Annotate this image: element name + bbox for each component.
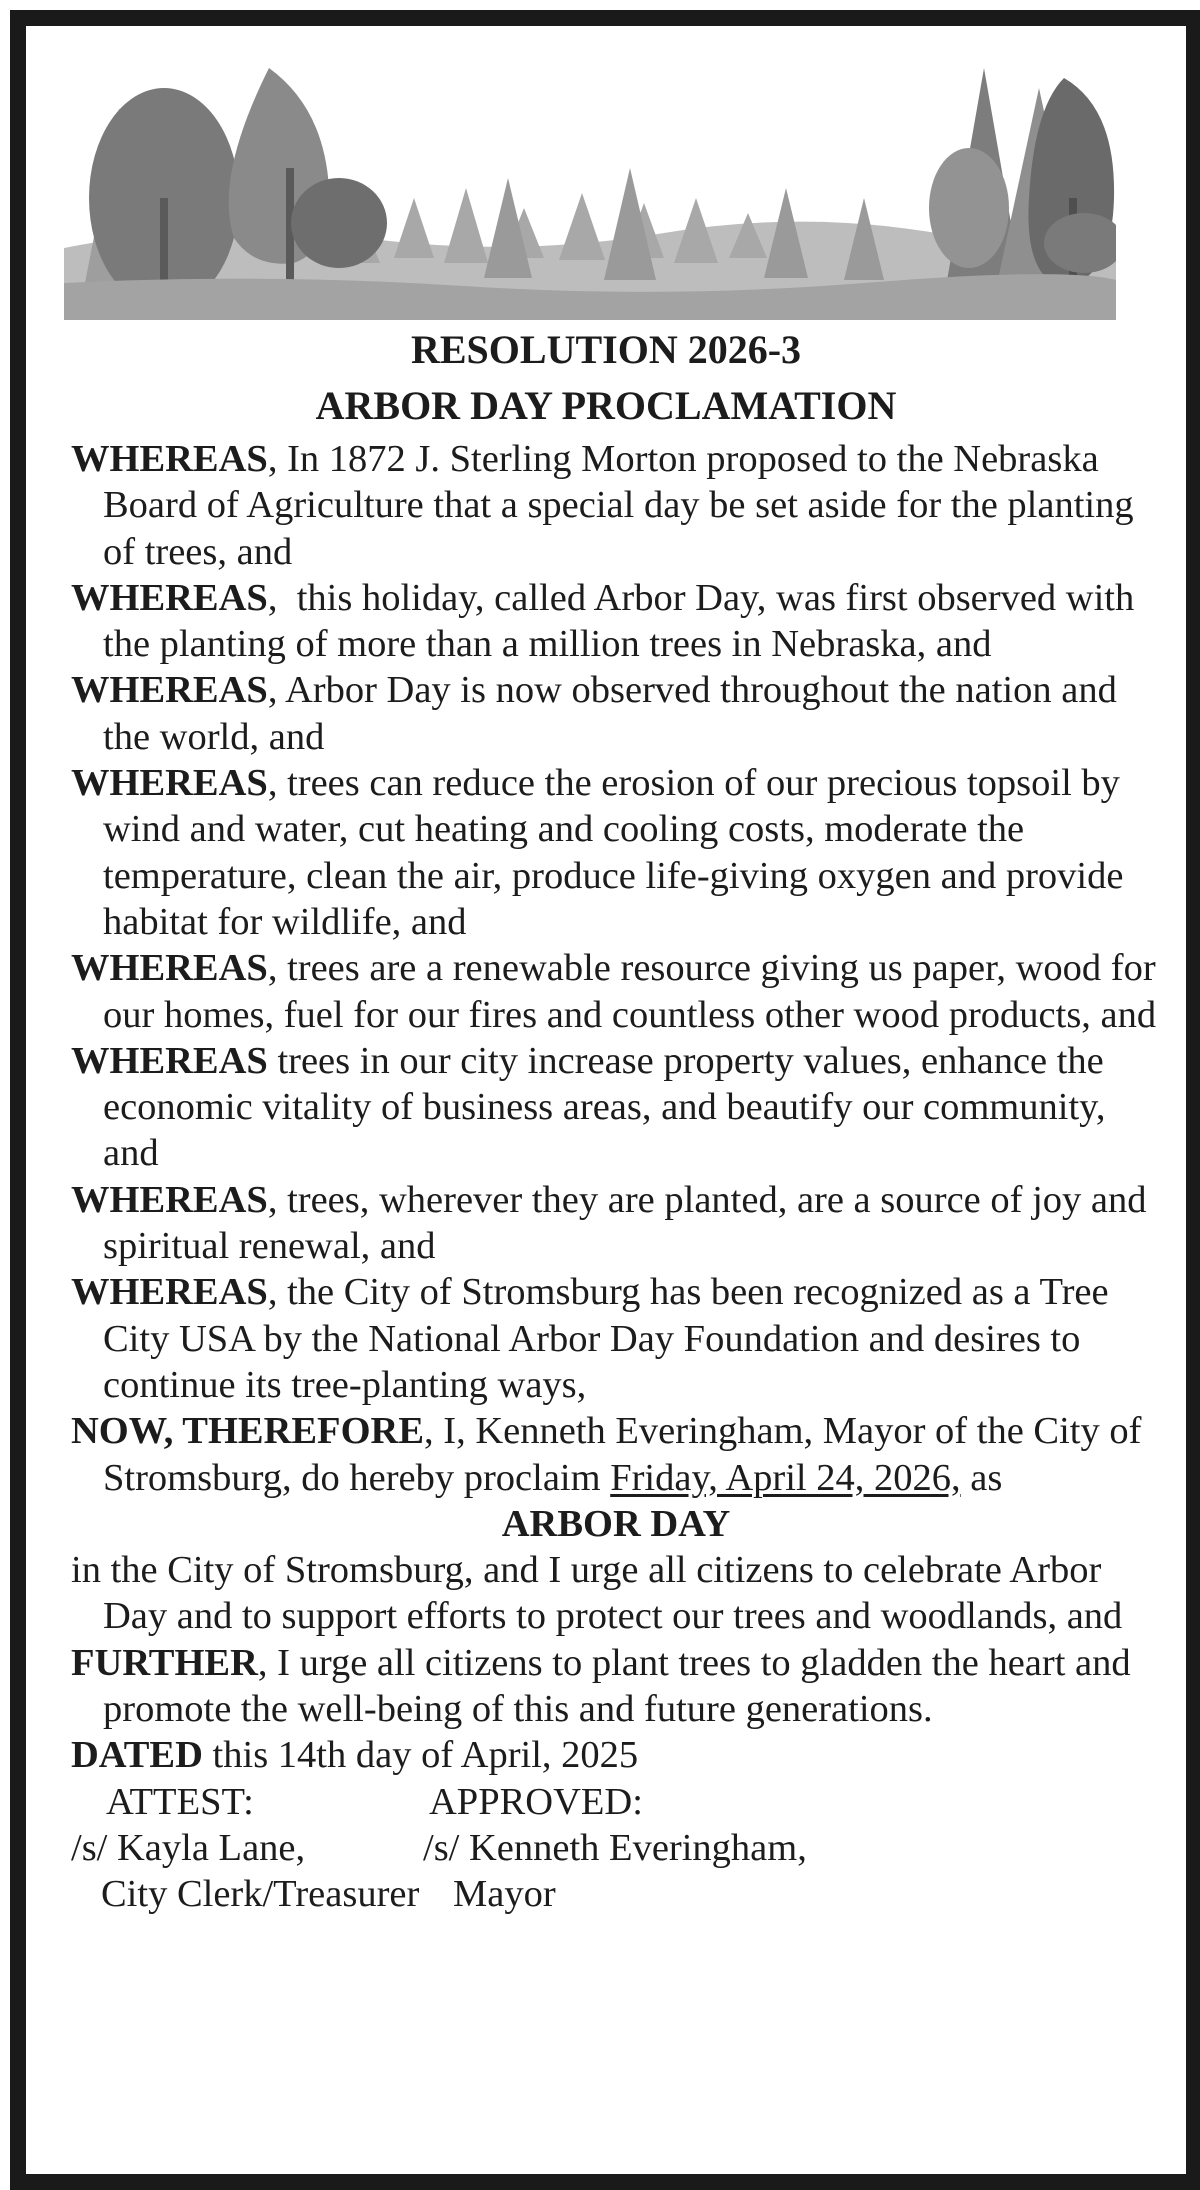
therefore-text: , I, Kenneth Everingham, Mayor of the City of Stromsburg, do hereby proclaim — [103, 1410, 1142, 1499]
whereas-clause-4 — [71, 760, 1161, 945]
whereas-clause-5 — [71, 945, 1161, 1038]
clause-text: , Arbor Day is now observed throughout the nation and the world, and — [103, 669, 1117, 758]
clause-text: , trees are a renewable resource giving us paper, wood for our homes, fuel for our fires and countless other wood products, and — [103, 947, 1157, 1036]
proclamation-frame — [10, 10, 1200, 2190]
further-text: , I urge all citizens to plant trees to gladden the heart and promote the well-being of this and future generations. — [103, 1641, 1131, 1731]
signature-labels-row — [71, 1779, 1161, 1825]
whereas-clause-7 — [71, 1177, 1161, 1270]
approved-title: Mayor — [453, 1873, 556, 1916]
clause-keyword: WHEREAS — [71, 669, 268, 712]
forest-banner-image — [64, 48, 1116, 320]
arbor-day-heading: ARBOR DAY — [501, 1502, 731, 1545]
clause-keyword: WHEREAS — [71, 576, 268, 619]
urge-paragraph: in the City of Stromsburg, and I urge all citizens to celebrate Arbor Day and to support efforts to protect our trees and woodlands, and — [71, 1549, 1123, 1638]
whereas-clause-1 — [71, 436, 1161, 575]
further-keyword: FURTHER — [71, 1641, 258, 1684]
clause-text: , trees, wherever they are planted, are a source of joy and spiritual renewal, and — [103, 1178, 1147, 1268]
signature-titles-row — [71, 1871, 1161, 1917]
attest-title: City Clerk/Treasurer — [101, 1873, 420, 1916]
clause-keyword: WHEREAS — [71, 1178, 268, 1221]
clause-keyword: WHEREAS — [71, 1271, 268, 1314]
dated-text: this 14th day of April, 2025 — [202, 1734, 639, 1777]
clause-text: , this holiday, called Arbor Day, was first observed with the planting of more than a million trees in Nebraska, and — [103, 576, 1144, 666]
further-clause — [71, 1640, 1161, 1733]
approved-signature: /s/ Kenneth Everingham, — [423, 1826, 807, 1869]
whereas-clause-6 — [71, 1038, 1161, 1177]
proclamation-title: ARBOR DAY PROCLAMATION — [315, 383, 897, 428]
signature-names-row — [71, 1825, 1161, 1871]
dated-line — [71, 1732, 1161, 1778]
proclamation-body — [71, 322, 1161, 1918]
clause-text: , trees can reduce the erosion of our precious topsoil by wind and water, cut heating and cooling costs, moderate the temperature, clean the air, produce life-giving oxygen and provide habitat for wildlife, and — [103, 762, 1124, 943]
resolution-number: RESOLUTION 2026-3 — [410, 327, 802, 372]
clause-keyword: WHEREAS — [71, 438, 268, 480]
whereas-clause-3 — [71, 667, 1161, 760]
clause-keyword: WHEREAS — [71, 947, 268, 990]
approved-label: APPROVED: — [429, 1780, 643, 1823]
clause-keyword: WHEREAS — [71, 1039, 268, 1082]
therefore-clause — [71, 1408, 1161, 1501]
therefore-after: as — [960, 1456, 1003, 1499]
clause-text: , In 1872 J. Sterling Morton proposed to the Nebraska Board of Agriculture that a special day be set aside for the planting of trees, and — [103, 438, 1134, 573]
title-block — [51, 322, 1161, 434]
dated-keyword: DATED — [71, 1734, 203, 1777]
whereas-clause-8 — [71, 1269, 1161, 1408]
clause-text: trees in our city increase property values, enhance the economic vitality of business areas, and beautify our community, and — [103, 1039, 1106, 1175]
whereas-clause-2 — [71, 575, 1161, 668]
therefore-keyword: NOW, THEREFORE — [71, 1410, 425, 1453]
attest-signature: /s/ Kayla Lane, — [71, 1826, 306, 1869]
clause-keyword: WHEREAS — [71, 762, 268, 805]
attest-label: ATTEST: — [106, 1780, 254, 1823]
proclamation-date: Friday, April 24, 2026, — [610, 1456, 961, 1499]
forest-illustration-icon — [64, 48, 1116, 320]
clause-text: , the City of Stromsburg has been recognized as a Tree City USA by the National Arbor Day Foundation and desires to continue its tree-planting ways, — [103, 1271, 1109, 1406]
